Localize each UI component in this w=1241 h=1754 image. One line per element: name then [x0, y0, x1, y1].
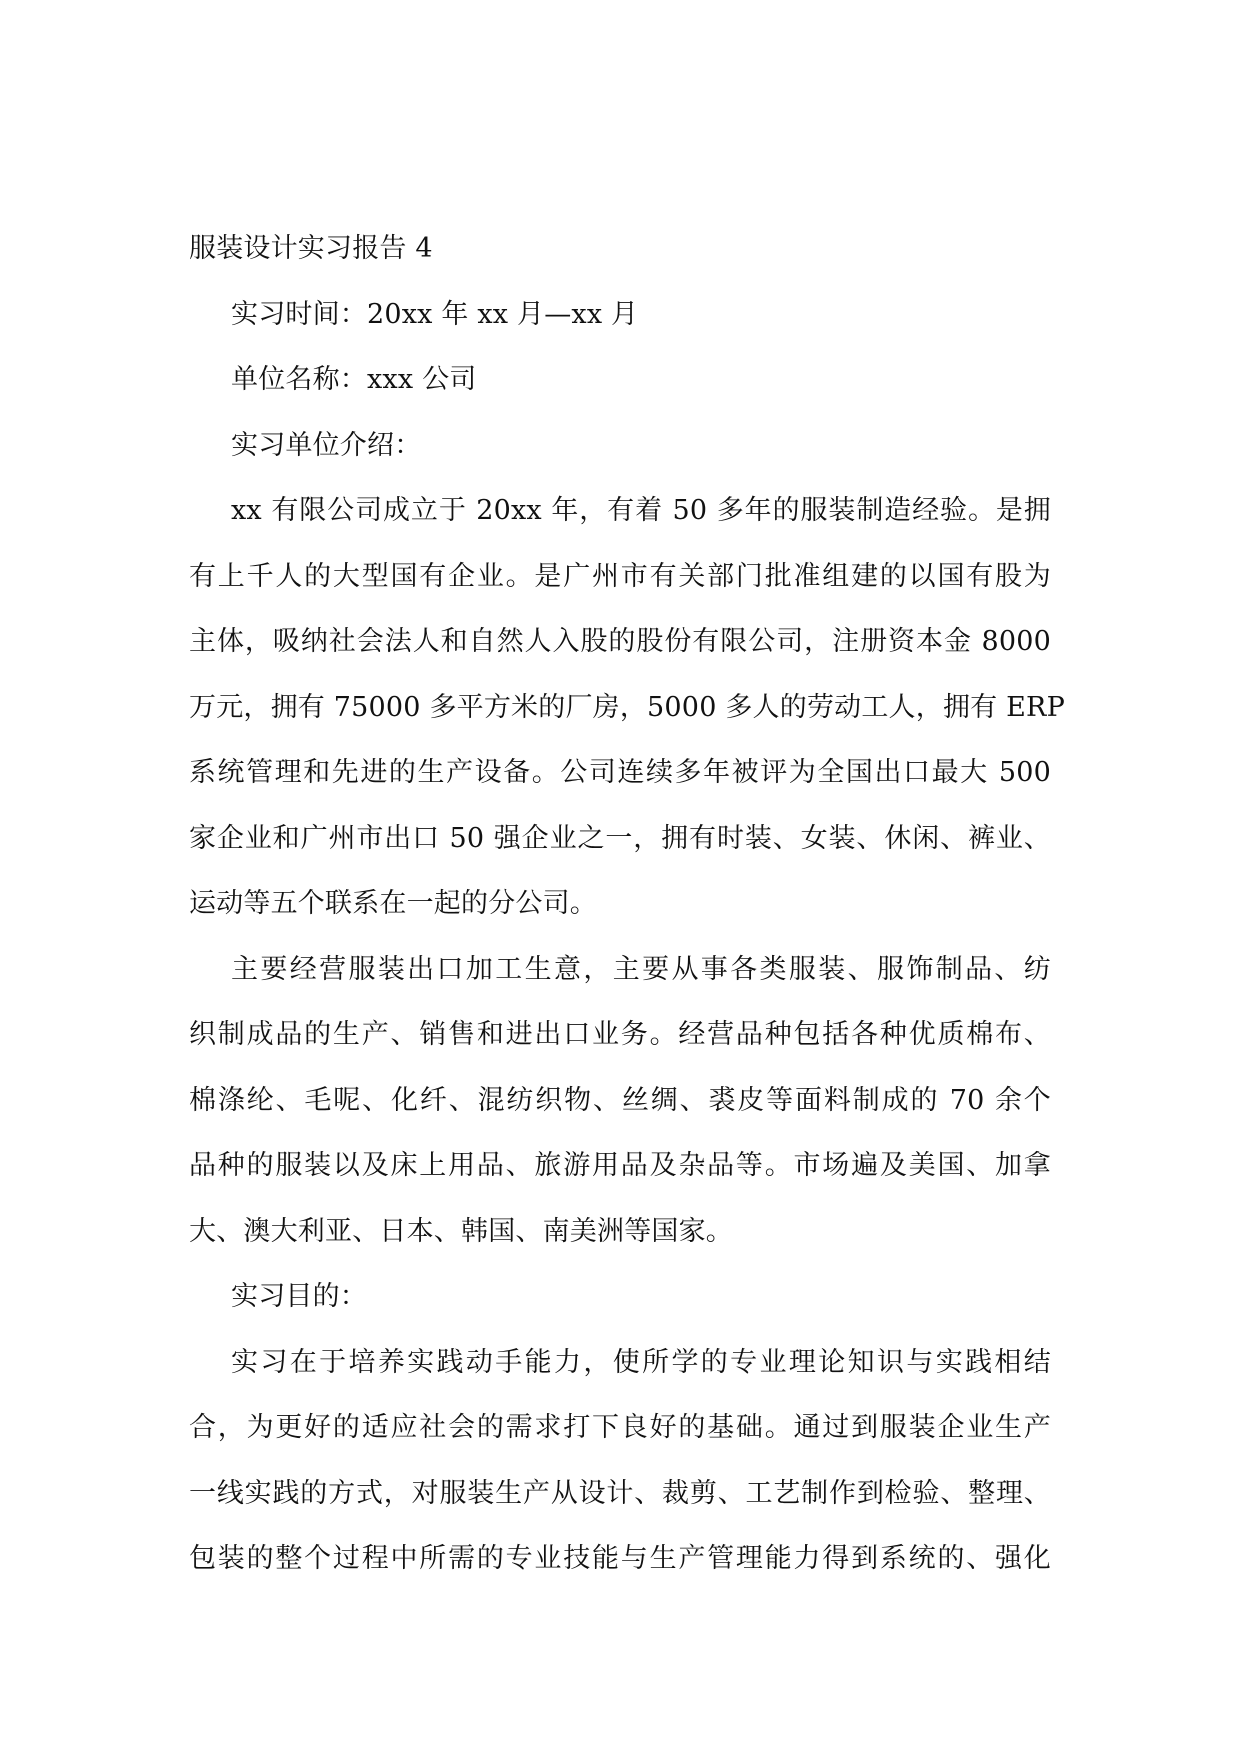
paragraph-line: 棉涤纶、毛呢、化纤、混纺织物、丝绸、裘皮等面料制成的 70 余个 [189, 1084, 1051, 1116]
paragraph-line: 合，为更好的适应社会的需求打下良好的基础。通过到服装企业生产 [189, 1412, 1051, 1443]
paragraph-line: xx 有限公司成立于 20xx 年，有着 50 多年的服装制造经验。是拥 [231, 495, 1051, 526]
company-name-line: 单位名称：xxx 公司 [231, 364, 477, 395]
paragraph-line: 包装的整个过程中所需的专业技能与生产管理能力得到系统的、强化 [189, 1543, 1051, 1574]
paragraph-line: 主要经营服装出口加工生意，主要从事各类服装、服饰制品、纺 [231, 953, 1051, 985]
paragraph-line: 运动等五个联系在一起的分公司。 [189, 888, 597, 919]
document-page [189, 228, 1065, 1604]
paragraph-line: 万元，拥有 75000 多平方米的厂房，5000 多人的劳动工人，拥有 ERP [189, 691, 1065, 723]
paragraph-line: 一线实践的方式，对服装生产从设计、裁剪、工艺制作到检验、整理、 [189, 1477, 1051, 1509]
paragraph-line: 家企业和广州市出口 50 强企业之一，拥有时装、女装、休闲、裤业、 [189, 822, 1051, 854]
paragraph-line: 有上千人的大型国有企业。是广州市有关部门批准组建的以国有股为 [189, 560, 1051, 592]
paragraph-line: 系统管理和先进的生产设备。公司连续多年被评为全国出口最大 500 [189, 757, 1051, 788]
paragraph-line: 实习在于培养实践动手能力，使所学的专业理论知识与实践相结 [231, 1346, 1051, 1378]
paragraph-line: 品种的服装以及床上用品、旅游用品及杂品等。市场遍及美国、加拿 [189, 1150, 1051, 1181]
document-title: 服装设计实习报告 4 [189, 233, 433, 264]
section-heading-company-intro: 实习单位介绍： [231, 429, 422, 461]
section-heading-purpose: 实习目的： [231, 1281, 367, 1312]
paragraph-line: 大、澳大利亚、日本、韩国、南美洲等国家。 [189, 1215, 733, 1247]
paragraph-line: 织制成品的生产、销售和进出口业务。经营品种包括各种优质棉布、 [189, 1019, 1051, 1050]
internship-period-line: 实习时间：20xx 年 xx 月—xx 月 [231, 298, 639, 330]
paragraph-line: 主体，吸纳社会法人和自然人入股的股份有限公司，注册资本金 8000 [189, 626, 1051, 657]
